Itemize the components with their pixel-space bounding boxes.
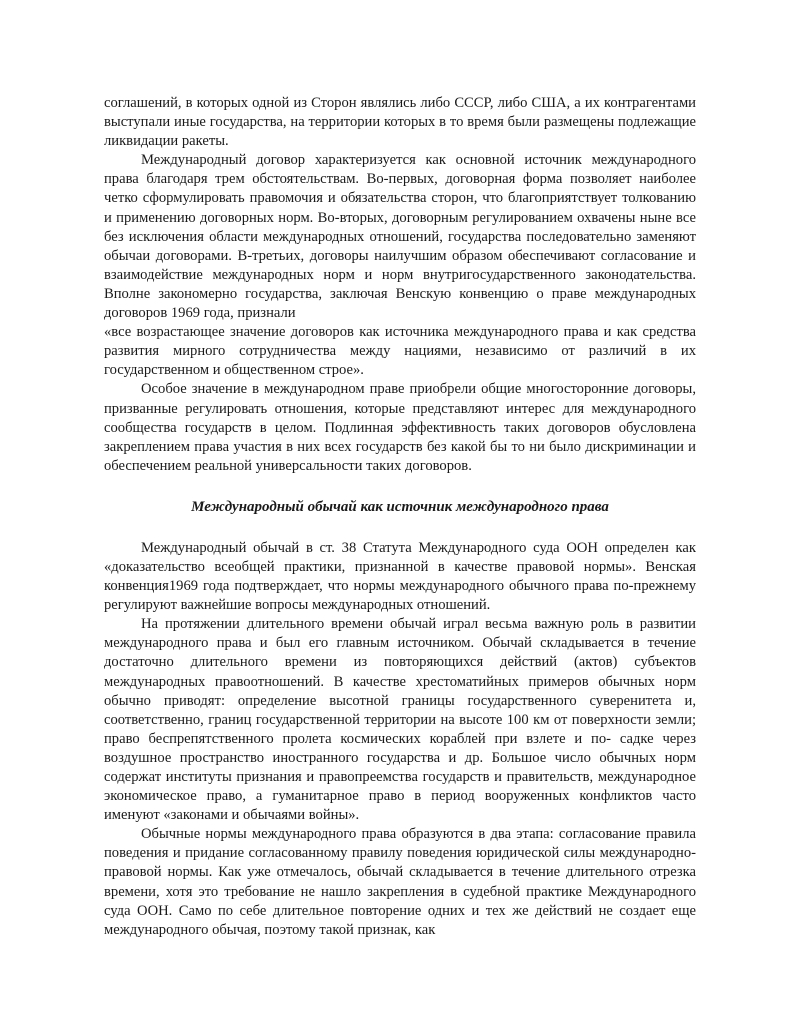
section-title: Международный обычай как источник международного права bbox=[191, 498, 609, 515]
paragraph-multilateral-treaties: Особое значение в международном праве приобрели общие многосторонние договоры, призванные регулировать отношения, которые представляют интерес для международного сообщества государств в целом. Подлинная эффективность таких договоров обусловлена закреплением права участия в них всех государств без какой бы то ни было дискриминации и обеспечением реальной универсальности таких договоров. bbox=[104, 381, 696, 474]
paragraph-custom-definition: Международный обычай в ст. 38 Статута Международного суда ООН определен как «доказательство всеобщей практики, признанной в качестве правовой нормы». Венская конвенция1969 года подтверждает, что нормы международного обычного права по-прежнему регулируют важнейшие вопросы международных отношений. bbox=[104, 539, 696, 614]
paragraph-custom-history: На протяжении длительного времени обычай играл весьма важную роль в развитии международного права и был его главным источником. Обычай складывается в течение достаточно длительного времени из повторяющихся действий (актов) субъектов международных правоотношений. В качестве хрестоматийных примеров обычных норм обычно приводят: определение высотной границы государственного суверенитета и, соответственно, границ государственной территории на высоте 100 км от поверхности земли; право беспрепятственного пролета космических кораблей при взлете и по- садке через воздушное пространство иностранного государства и др. Большое число обычных норм содержат институты признания и правопреемства государств и правительств, международное экономическое право, а гуманитарное право в период вооруженных конфликтов часто именуют «законами и обычаями войны». bbox=[104, 616, 696, 824]
paragraph-treaty-source: Международный договор характеризуется как основной источник международного права благодаря трем обстоятельствам. Во-первых, договорная форма позволяет наиболее четко сформулировать правомочия и обязательства сторон, что благоприятствует толкованию и применению договорных норм. Во-вторых, договорным регулированием охвачены ныне все без исключения области международных отношений, государства последовательно заменяют обычаи договорами. В-третьих, договоры наилучшим образом обеспечивают согласование и взаимодействие международных норм и норм внутригосударственного законодательства. Вполне закономерно государства, заключая Венскую конвенцию о праве международных договоров 1969 года, признали bbox=[104, 152, 696, 322]
paragraph-vienna-quote: «все возрастающее значение договоров как источника международного права и как средства развития мирного сотрудничества между нациями, независимо от различий в их государственном и общественном строе». bbox=[104, 324, 696, 379]
paragraph-continuation: соглашений, в которых одной из Сторон являлись либо СССР, либо США, а их контрагентами выступали иные государства, на территории которых в то время были размещены подлежащие ликвидации ракеты. bbox=[104, 95, 696, 150]
paragraph-custom-formation: Обычные нормы международного права образуются в два этапа: согласование правила поведения и придание согласованному правилу поведения юридической силы международно-правовой нормы. Как уже отмечалось, обычай складывается в течение длительного отрезка времени, хотя это требование не нашло закрепления в судебной практике Международного суда ООН. Само по себе длительное повторение одних и тех же действий не создает еще международного обычая, поэтому такой признак, как bbox=[104, 826, 696, 938]
